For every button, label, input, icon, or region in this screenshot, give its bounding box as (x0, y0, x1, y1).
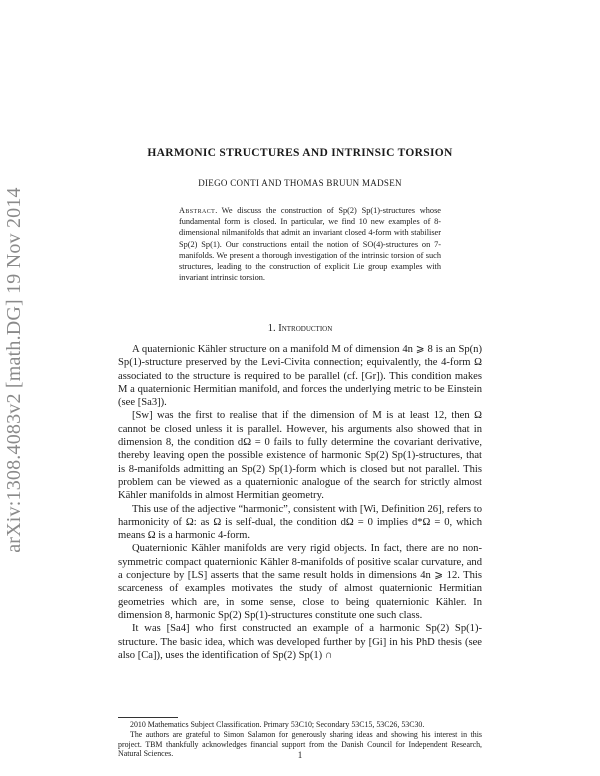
abstract-label: Abstract. (179, 206, 218, 215)
paper-authors: DIEGO CONTI AND THOMAS BRUUN MADSEN (198, 178, 402, 188)
paragraph: A quaternionic Kähler structure on a manifold M of dimension 4n ⩾ 8 is an Sp(n) Sp(1)-structure preserved by the Levi-Civita connection; equivalently, the 4-form Ω associated to the structure is required to be parallel (cf. [Gr]). This condition makes M a quaternionic Hermitian manifold, and forces the underlying metric to be Einstein (see [Sa3]). (118, 344, 482, 409)
paragraph: This use of the adjective “harmonic”, consistent with [Wi, Definition 26], refers to harmonicity of Ω: as Ω is self-dual, the condition dΩ = 0 implies d*Ω = 0, which means Ω is a harmonic 4-form. (118, 503, 482, 542)
section-title: Introduction (278, 323, 333, 334)
arxiv-identifier: arXiv:1308.4083v2 [math.DG] 19 Nov 2014 (3, 187, 25, 553)
section-number: 1. (267, 323, 276, 334)
abstract (179, 205, 441, 283)
footnote-acknowledgements: The authors are grateful to Simon Salamon for generously sharing ideas and showing his interest in this project. TBM thankfully acknowledges financial support from the Danish Council for Independent Research, Natural Sciences. (118, 729, 482, 759)
abstract-text: We discuss the construction of Sp(2) Sp(1)-structures whose fundamental form is closed. In particular, we find 10 new examples of 8-dimensional nilmanifolds that admit an invariant closed 4-form with stabiliser Sp(2) Sp(1). Our constructions entail the notion of SO(4)-structures on 7-manifolds. We present a thorough investigation of the intrinsic torsion of such structures, leading to the construction of explicit Lie group examples with invariant intrinsic torsion. (179, 206, 441, 283)
paragraph: It was [Sa4] who first constructed an example of a harmonic Sp(2) Sp(1)-structure. The basic idea, which was developed further by [Gi] in his PhD thesis (see also [Ca]), uses the identification of Sp(2) Sp(1) ∩ (118, 623, 482, 661)
page-number: 1 (297, 750, 303, 760)
paper-title: HARMONIC STRUCTURES AND INTRINSIC TORSION (147, 147, 453, 159)
footnote-rule (118, 717, 178, 718)
footnote-msc: 2010 Mathematics Subject Classification. Primary 53C10; Secondary 53C15, 53C26, 53C30. (130, 720, 425, 729)
paragraph: Quaternionic Kähler manifolds are very rigid objects. In fact, there are no non-symmetric compact quaternionic Kähler 8-manifolds of positive scalar curvature, and a conjecture by [LS] asserts that the same result holds in dimensions 4n ⩾ 12. This scarceness of examples motivates the study of almost quaternionic Hermitian geometries which are, in some sense, close to being quaternionic Kähler. In dimension 8, harmonic Sp(2) Sp(1)-structures constitute one such class. (118, 543, 482, 621)
section-heading (0, 323, 600, 334)
paragraph: [Sw] was the first to realise that if the dimension of M is at least 12, then Ω cannot be closed unless it is parallel. However, his arguments also showed that in dimension 8, the condition dΩ = 0 fails to fully determine the covariant derivative, thereby leaving open the possible existence of harmonic Sp(2) Sp(1)-structures, that is 8-manifolds admitting an Sp(2) Sp(1)-form which is closed but not parallel. This problem can be viewed as a quaternionic analogue of the search for strictly almost Kähler manifolds in almost Hermitian geometry. (118, 410, 482, 502)
body-text (118, 343, 482, 662)
